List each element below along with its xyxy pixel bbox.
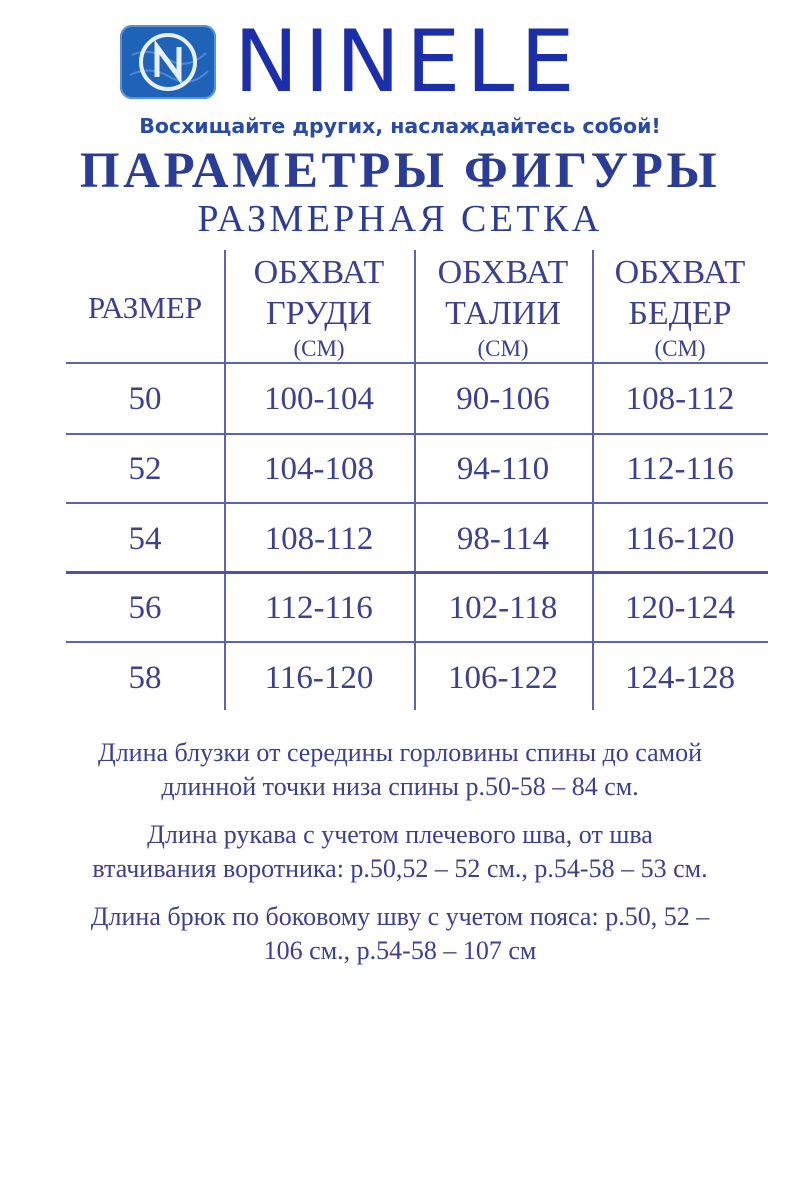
note-sleeve-length [0, 818, 800, 886]
header-chest-line1: ОБХВАТ [253, 254, 385, 291]
note-line: Длина блузки от середины горловины спины до самой [97, 738, 703, 767]
header-waist-line1: ОБХВАТ [437, 254, 569, 291]
header-size [66, 288, 224, 328]
note-line: 106 см., р.54-58 – 107 см [263, 936, 537, 965]
page-title: ПАРАМЕТРЫ ФИГУРЫ [79, 143, 721, 199]
note-line: длинной точки низа спины р.50-58 – 84 см. [161, 772, 639, 801]
table-cell-size: 54 [128, 521, 162, 557]
header-hips-unit: (СМ) [654, 336, 706, 361]
table-cell-chest: 100-104 [264, 381, 374, 417]
table-cell-waist: 98-114 [456, 521, 550, 557]
header-chest-line2: ГРУДИ [265, 295, 373, 332]
table-cell-waist: 102-118 [448, 590, 558, 626]
table-cell-hips: 116-120 [625, 521, 735, 557]
size-table [66, 250, 768, 710]
table-cell-hips: 124-128 [625, 660, 735, 696]
table-cell-hips: 120-124 [625, 590, 735, 626]
table-cell-size: 58 [128, 660, 162, 696]
note-line: Длина брюк по боковому шву с учетом пояса: р.50, 52 – [90, 902, 710, 931]
note-trousers-length [0, 900, 800, 968]
note-line: Длина рукава с учетом плечевого шва, от шва [147, 820, 653, 849]
ninele-monogram-logo [120, 25, 216, 99]
note-blouse-length [0, 736, 800, 804]
header-chest [224, 252, 414, 362]
header-waist-line2: ТАЛИИ [445, 295, 561, 332]
note-line: втачивания воротника: р.50,52 – 52 см., р.54-58 – 53 см. [92, 854, 708, 883]
header-hips [592, 252, 768, 362]
table-cell-size: 52 [128, 451, 162, 487]
logo-monogram-icon [120, 25, 216, 99]
table-cell-chest: 112-116 [265, 590, 373, 626]
table-cell-waist: 90-106 [456, 381, 550, 417]
header-waist [414, 252, 592, 362]
table-cell-hips: 112-116 [626, 451, 734, 487]
table-cell-waist: 94-110 [456, 451, 550, 487]
table-cell-hips: 108-112 [625, 381, 735, 417]
brand-name: NINELE [234, 12, 581, 112]
header-size-label: РАЗМЕР [87, 290, 203, 325]
table-cell-chest: 116-120 [264, 660, 374, 696]
header-hips-line2: БЕДЕР [628, 295, 732, 332]
table-cell-chest: 104-108 [264, 451, 374, 487]
table-cell-size: 50 [128, 381, 162, 417]
header-hips-line1: ОБХВАТ [614, 254, 746, 291]
table-cell-size: 56 [128, 590, 162, 626]
page-subtitle: РАЗМЕРНАЯ СЕТКА [197, 198, 603, 240]
header-chest-unit: (СМ) [293, 336, 345, 361]
table-cell-waist: 106-122 [448, 660, 558, 696]
table-cell-chest: 108-112 [264, 521, 374, 557]
brand-slogan: Восхищайте других, наслаждайтесь собой! [139, 114, 661, 138]
header-waist-unit: (СМ) [477, 336, 529, 361]
